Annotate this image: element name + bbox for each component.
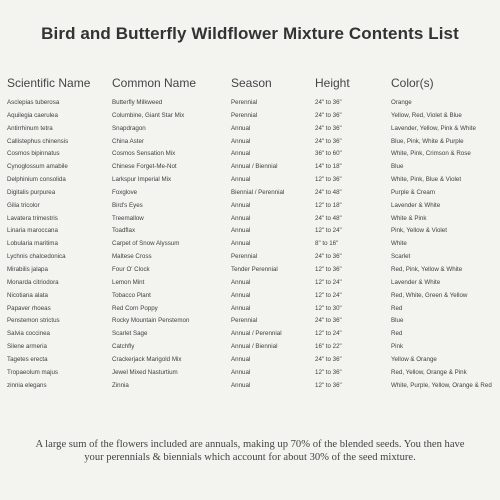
cell-season: Annual / Perennial (231, 330, 282, 338)
table-row (0, 355, 500, 368)
cell-common-name: Crackerjack Marigold Mix (112, 355, 182, 363)
footer-note: A large sum of the flowers included are annuals, making up 70% of the blended seeds. You then have your perennials & biennials which account for about 30% of the seed mixture. (35, 439, 465, 463)
cell-height: 8" to 16" (315, 240, 339, 248)
cell-common-name: Four O' Clock (112, 265, 150, 273)
cell-season: Annual (231, 150, 251, 158)
table-row (0, 226, 500, 239)
cell-height: 12" to 24" (315, 227, 342, 235)
cell-common-name: Carpet of Snow Alyssum (112, 240, 180, 248)
cell-scientific-name: zinnia elegans (7, 381, 47, 389)
cell-season: Annual (231, 304, 251, 312)
cell-colors: Lavender & White (391, 201, 441, 209)
cell-colors: White & Pink (391, 214, 427, 222)
cell-colors: White (391, 240, 407, 248)
cell-season: Annual (231, 291, 251, 299)
cell-season: Annual (231, 240, 251, 248)
cell-height: 24" to 48" (315, 214, 342, 222)
cell-season: Annual (231, 201, 251, 209)
cell-common-name: Toadflax (112, 227, 136, 235)
cell-scientific-name: Mirabilis jalapa (7, 265, 48, 273)
cell-colors: Yellow, Red, Violet & Blue (391, 111, 462, 119)
cell-colors: Pink, Yellow & Violet (391, 227, 447, 235)
cell-colors: Lavender, Yellow, Pink & White (391, 124, 476, 132)
cell-height: 12" to 36" (315, 176, 342, 184)
cell-common-name: Lemon Mint (112, 278, 145, 286)
cell-colors: Red, Pink, Yellow & White (391, 265, 463, 273)
cell-scientific-name: Lychnis chalcedonica (7, 253, 66, 261)
cell-colors: Lavender & White (391, 278, 441, 286)
cell-scientific-name: Papaver rhoeas (7, 304, 51, 312)
cell-height: 24" to 36" (315, 317, 342, 325)
cell-scientific-name: Salvia coccinea (7, 330, 50, 338)
cell-common-name: Columbine, Giant Star Mix (112, 111, 185, 119)
table-row (0, 265, 500, 278)
cell-colors: Red (391, 304, 403, 312)
cell-common-name: Zinnia (112, 381, 129, 389)
cell-height: 36" to 60" (315, 150, 342, 158)
cell-season: Annual / Biennial (231, 163, 278, 171)
cell-height: 24" to 36" (315, 124, 342, 132)
cell-colors: Yellow & Orange (391, 355, 437, 363)
cell-common-name: China Aster (112, 137, 144, 145)
cell-common-name: Foxglove (112, 188, 138, 196)
cell-scientific-name: Tropaeolum majus (7, 368, 59, 376)
cell-colors: Blue (391, 317, 404, 325)
table-row (0, 162, 500, 175)
cell-common-name: Cosmos Sensation Mix (112, 150, 176, 158)
cell-height: 24" to 36" (315, 99, 342, 106)
cell-height: 24" to 36" (315, 137, 342, 145)
cell-common-name: Tobacco Plant (112, 291, 151, 299)
cell-scientific-name: Monarda citriodora (7, 278, 59, 286)
cell-season: Annual (231, 137, 251, 145)
cell-season: Biennial / Perennial (231, 188, 285, 196)
table-row (0, 137, 500, 150)
cell-common-name: Scarlet Sage (112, 330, 148, 338)
cell-season: Perennial (231, 253, 258, 261)
table-row (0, 381, 500, 394)
cell-scientific-name: Aquilegia caerulea (7, 111, 58, 119)
table-row (0, 278, 500, 291)
cell-scientific-name: Callistephus chinensis (7, 137, 69, 145)
cell-height: 12" to 30" (315, 304, 342, 312)
cell-common-name: Bird's Eyes (112, 201, 143, 209)
cell-colors: White, Pink, Crimson & Rose (391, 150, 471, 158)
cell-season: Annual (231, 355, 251, 363)
cell-season: Tender Perennial (231, 265, 278, 273)
cell-scientific-name: Silene armeria (7, 343, 47, 351)
cell-common-name: Larkspur Imperial Mix (112, 176, 172, 184)
cell-scientific-name: Penstemon strictus (7, 317, 60, 325)
cell-common-name: Red Corn Poppy (112, 304, 158, 312)
table-row (0, 175, 500, 188)
cell-season: Perennial (231, 99, 258, 106)
cell-season: Perennial (231, 317, 258, 325)
cell-common-name: Jewel Mixed Nasturtium (112, 368, 178, 376)
page-title: Bird and Butterfly Wildflower Mixture Contents List (41, 24, 459, 43)
cell-height: 24" to 36" (315, 355, 342, 363)
header-scientific-name: Scientific Name (7, 76, 91, 90)
cell-colors: Blue, Pink, White & Purple (391, 137, 464, 145)
cell-colors: Red, Yellow, Orange & Pink (391, 368, 467, 376)
header-colors: Color(s) (391, 76, 434, 90)
cell-colors: Pink (391, 343, 404, 351)
table-header (0, 76, 500, 96)
cell-scientific-name: Lobularia maritima (7, 240, 58, 248)
table-row (0, 188, 500, 201)
cell-season: Annual (231, 214, 251, 222)
table-row (0, 342, 500, 355)
table-row (0, 304, 500, 317)
cell-height: 12" to 18" (315, 201, 342, 209)
cell-height: 12" to 36" (315, 368, 342, 376)
cell-height: 16" to 22" (315, 343, 342, 351)
cell-height: 12" to 24" (315, 291, 342, 299)
table-row (0, 329, 500, 342)
table-row (0, 368, 500, 381)
cell-scientific-name: Asclepias tuberosa (7, 99, 60, 106)
cell-scientific-name: Lavatera trimestris (7, 214, 58, 222)
cell-height: 12" to 24" (315, 330, 342, 338)
cell-scientific-name: Cosmos bipinnatus (7, 150, 60, 158)
cell-common-name: Maltese Cross (112, 253, 152, 261)
cell-scientific-name: Tagetes erecta (7, 355, 48, 363)
cell-colors: Scarlet (391, 253, 411, 261)
cell-colors: Purple & Cream (391, 188, 436, 196)
cell-height: 24" to 48" (315, 188, 342, 196)
cell-colors: Orange (391, 99, 412, 106)
cell-common-name: Snapdragon (112, 124, 146, 132)
table-row (0, 201, 500, 214)
cell-scientific-name: Gilia tricolor (7, 201, 40, 209)
table-row (0, 239, 500, 252)
cell-scientific-name: Nicotiana alata (7, 291, 48, 299)
table-row (0, 149, 500, 162)
cell-scientific-name: Digitalis purpurea (7, 188, 56, 196)
cell-height: 12" to 36" (315, 265, 342, 273)
cell-colors: Red (391, 330, 403, 338)
cell-common-name: Butterfly Milkweed (112, 99, 163, 106)
table-row (0, 252, 500, 265)
cell-common-name: Chinese Forget-Me-Not (112, 163, 177, 171)
header-height: Height (315, 76, 350, 90)
cell-season: Annual (231, 278, 251, 286)
cell-common-name: Treemallow (112, 214, 144, 222)
cell-scientific-name: Linaria maroccana (7, 227, 58, 235)
table-row (0, 316, 500, 329)
cell-season: Annual (231, 176, 251, 184)
header-common-name: Common Name (112, 76, 197, 90)
cell-height: 14" to 18" (315, 163, 342, 171)
table-row (0, 291, 500, 304)
cell-height: 24" to 36" (315, 253, 342, 261)
cell-colors: Red, White, Green & Yellow (391, 291, 468, 299)
table-body (0, 98, 500, 393)
cell-height: 24" to 36" (315, 111, 342, 119)
cell-season: Annual (231, 124, 251, 132)
cell-height: 12" to 36" (315, 381, 342, 389)
table-row (0, 111, 500, 124)
header-season: Season (231, 76, 272, 90)
cell-common-name: Catchfly (112, 343, 135, 351)
cell-height: 12" to 24" (315, 278, 342, 286)
cell-season: Annual / Biennial (231, 343, 278, 351)
cell-colors: White, Purple, Yellow, Orange & Red (391, 381, 492, 389)
cell-colors: White, Pink, Blue & Violet (391, 176, 462, 184)
table-row (0, 98, 500, 111)
cell-common-name: Rocky Mountain Penstemon (112, 317, 190, 325)
cell-scientific-name: Cynoglossum amabile (7, 163, 68, 171)
contents-table (0, 76, 500, 389)
cell-colors: Blue (391, 163, 404, 171)
cell-season: Perennial (231, 111, 258, 119)
table-row (0, 214, 500, 227)
cell-season: Annual (231, 227, 251, 235)
cell-season: Annual (231, 381, 251, 389)
cell-season: Annual (231, 368, 251, 376)
cell-scientific-name: Delphinium consolida (7, 176, 66, 184)
cell-scientific-name: Antirrhinum tetra (7, 124, 53, 132)
table-row (0, 124, 500, 137)
